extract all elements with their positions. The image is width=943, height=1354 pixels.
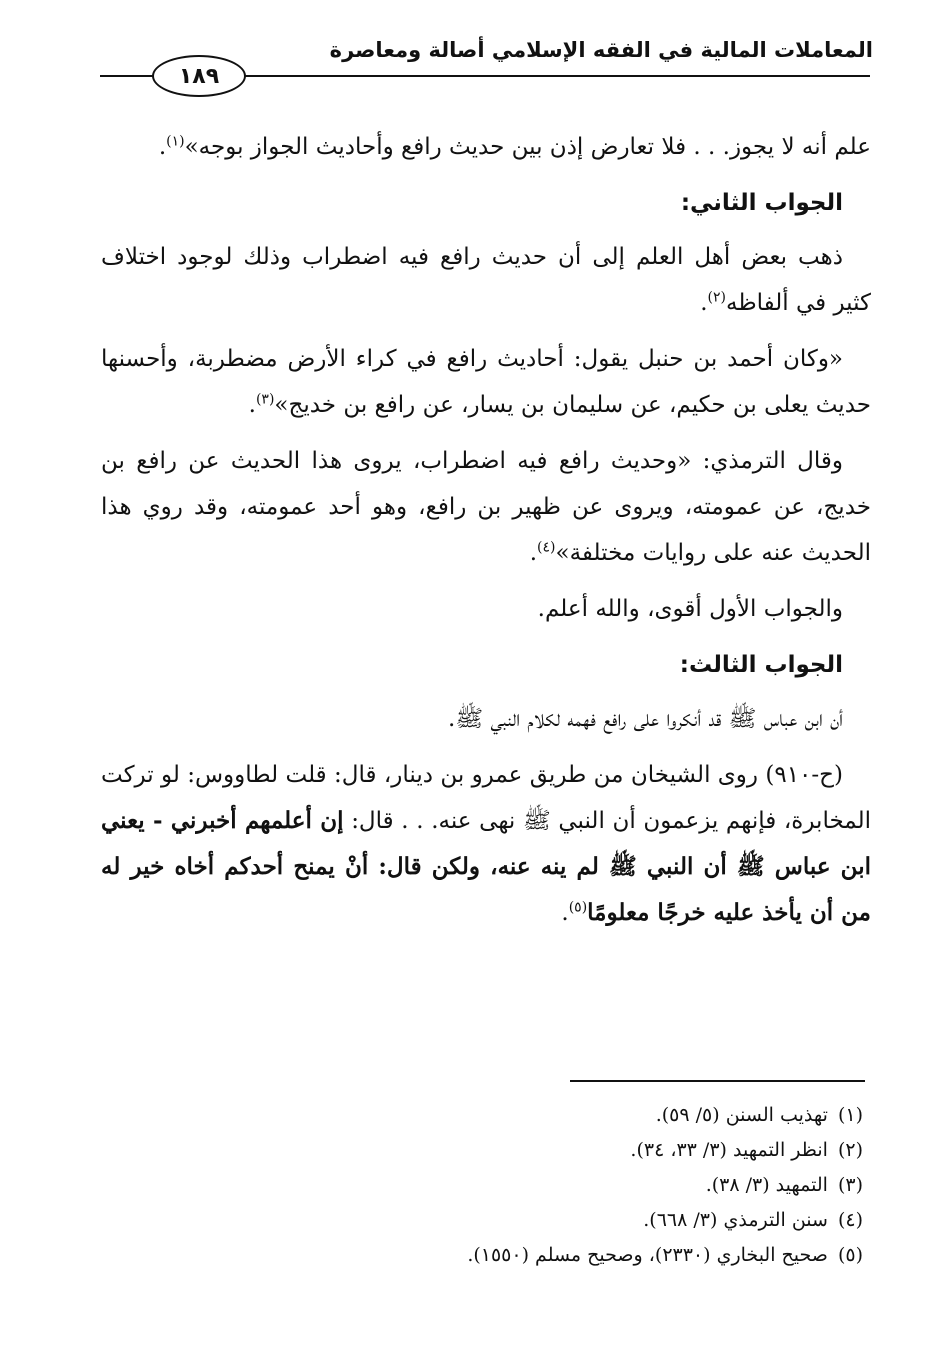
footnote-item [103, 1238, 863, 1273]
footnote-text: التمهيد (٣/ ٣٨). [705, 1174, 828, 1196]
paragraph-1-end: . [158, 134, 167, 160]
paragraph-7 [101, 752, 871, 936]
footnote-ref-3: (٣) [255, 391, 275, 408]
footnote-number: (٥) [837, 1244, 863, 1266]
paragraph-4-end: . [529, 540, 538, 566]
footnote-number: (٣) [837, 1174, 863, 1196]
paragraph-2-end: . [700, 290, 708, 316]
footnote-item [103, 1098, 863, 1133]
footnote-number: (٤) [837, 1209, 863, 1231]
paragraph-6: أن ابن عباس ﷺ قد أنكروا على رافع فهمه لكلام النبي ﷺ. [448, 706, 843, 732]
footnote-ref-4: (٤) [537, 539, 556, 556]
paragraph-7-bold-quote: إن أعلمهم أخبرني - يعني ابن عباس ﷺ أن النبي ﷺ لم ينه عنه، ولكن قال: أنْ يمنح أحدكم أخاه خير له من أن يأخذ عليه خرجًا معلومًا [101, 807, 871, 926]
paragraph-3-end: . [248, 392, 256, 418]
footnotes [103, 1098, 863, 1273]
heading-third-answer: الجواب الثالث: [679, 652, 843, 678]
footnote-item [103, 1168, 863, 1203]
paragraph-5: والجواب الأول أقوى، والله أعلم. [537, 596, 843, 622]
footnote-number: (١) [837, 1104, 863, 1126]
page-number-text: ١٨٩ [178, 63, 220, 89]
paragraph-1 [101, 124, 871, 170]
paragraph-7-end: . [561, 900, 569, 926]
footnote-item [103, 1203, 863, 1238]
running-head-title: المعاملات المالية في الفقه الإسلامي أصالة ومعاصرة [329, 38, 873, 62]
footnote-text: انظر التمهيد (٣/ ٣٣، ٣٤). [630, 1139, 828, 1161]
main-text [101, 124, 871, 946]
paragraph-4-text: وقال الترمذي: «وحديث رافع فيه اضطراب، يروى هذا الحديث عن رافع بن خديج، عن عمومته، ويروى عن ظهير بن رافع، وهو أحد عمومته، وقد روي هذا الحديث عنه على روايات مختلفة» [101, 448, 871, 566]
page-number [152, 55, 246, 97]
paragraph-4 [101, 438, 871, 576]
footnote-text: سنن الترمذي (٣/ ٦٦٨). [643, 1209, 828, 1231]
footnote-ref-5: (٥) [568, 899, 588, 916]
footnote-rule [570, 1080, 865, 1082]
footnote-text: صحيح البخاري (٢٣٣٠)، وصحيح مسلم (١٥٥٠). [467, 1244, 828, 1266]
paragraph-7-text: (ح-٩١٠) روى الشيخان من طريق عمرو بن دينار، قال: قلت لطاووس: لو تركت المخابرة، فإنهم يزعمون أن النبي ﷺ نهى عنه. . . قال: [101, 762, 871, 834]
paragraph-1-text: علم أنه لا يجوز. . . فلا تعارض إذن بين حديث رافع وأحاديث الجواز بوجه» [184, 134, 871, 160]
paragraph-2-text: ذهب بعض أهل العلم إلى أن حديث رافع فيه اضطراب وذلك لوجود اختلاف كثير في ألفاظه [101, 244, 871, 316]
footnote-item [103, 1133, 863, 1168]
footnote-number: (٢) [837, 1139, 863, 1161]
paragraph-2 [101, 234, 871, 326]
footnote-ref-2: (٢) [707, 289, 726, 306]
heading-second-answer: الجواب الثاني: [680, 190, 843, 216]
paragraph-3 [101, 336, 871, 428]
footnote-ref-1: (١) [166, 133, 185, 150]
footnote-text: تهذيب السنن (٥/ ٥٩). [655, 1104, 828, 1126]
paragraph-3-text: «وكان أحمد بن حنبل يقول: أحاديث رافع في كراء الأرض مضطربة، وأحسنها حديث يعلى بن حكيم، عن سليمان بن يسار، عن رافع بن خديج» [101, 346, 871, 418]
